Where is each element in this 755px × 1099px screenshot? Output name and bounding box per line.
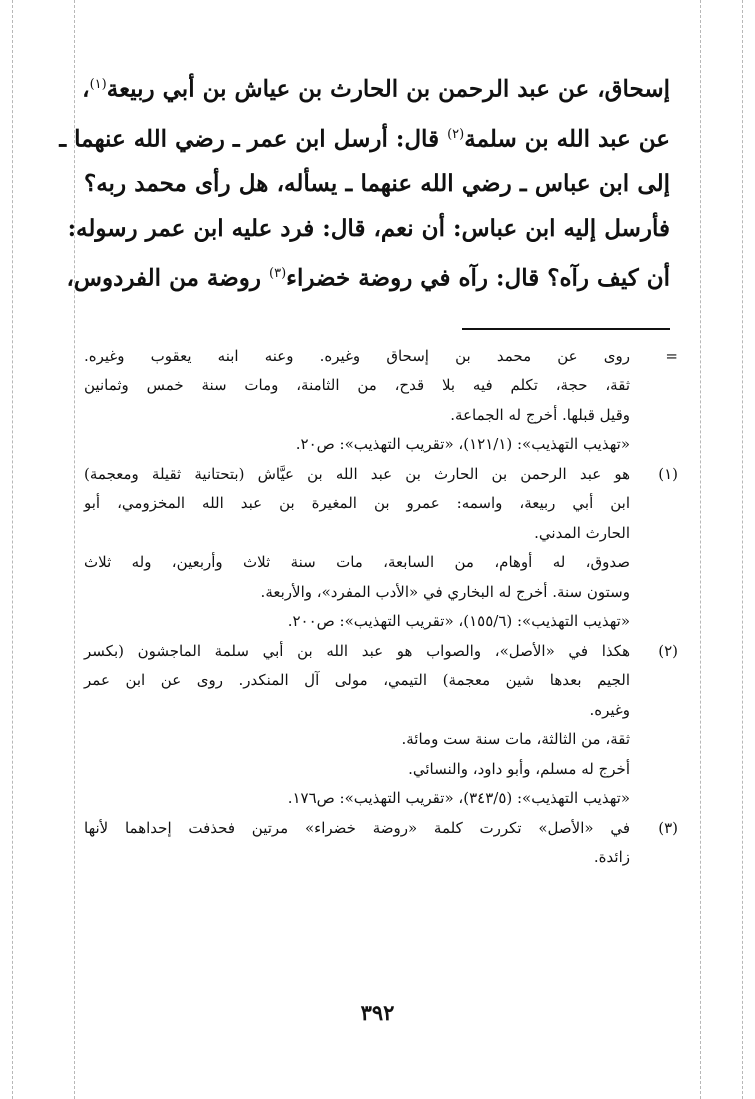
footnote-line: الجيم بعدها شين معجمة) التيمي، مولى آل المنكدر. روى عن ابن عمر xyxy=(84,671,630,690)
footnote-line: ابن أبي ربيعة، واسمه: عمرو بن المغيرة بن عبد الله المخزومي، أبو xyxy=(84,494,630,513)
footnote-line: زائدة. xyxy=(593,848,630,867)
footnote-line: في «الأصل» تكررت كلمة «روضة خضراء» مرتين فحذفت إحداهما لأنها xyxy=(84,818,630,837)
footnote-number: (١) xyxy=(658,464,678,483)
footnotes xyxy=(84,342,678,873)
main-text xyxy=(59,62,670,301)
footnote-line: صدوق، له أوهام، من السابعة، مات سنة ثلاث وأربعين، وله ثلاث xyxy=(84,553,630,572)
margin-guide-right-inner xyxy=(700,0,701,1099)
footnote-line: ثقة، حجة، تكلم فيه بلا قدح، من الثامنة، ومات سنة خمس وثمانين xyxy=(84,376,630,395)
footnote-separator xyxy=(462,328,670,330)
footnote-line: روى عن محمد بن إسحاق وغيره. وعنه ابنه يعقوب وغيره. xyxy=(84,346,630,365)
footnote-2 xyxy=(84,637,678,814)
footnote-line: الحارث المدني. xyxy=(534,523,630,542)
footnote-line: ثقة، من الثالثة، مات سنة ست ومائة. xyxy=(401,730,630,749)
footnote-line: «تهذيب التهذيب»: (٣٤٣/٥)، «تقريب التهذيب»: ص١٧٦. xyxy=(287,789,630,808)
footnote-number: (٢) xyxy=(658,641,678,660)
main-line-4: فأرسل إليه ابن عباس: أن نعم، قال: فرد عليه ابن عمر رسوله: xyxy=(67,215,670,243)
main-line-3: إلى ابن عباس ـ رضي الله عنهما ـ يسأله، هل رأى محمد ربه؟ xyxy=(84,170,670,198)
continuation-marker: = xyxy=(665,346,678,365)
footnote-ref-1[interactable]: (١) xyxy=(89,77,107,92)
footnote-line: هكذا في «الأصل»، والصواب هو عبد الله بن أبي سلمة الماجشون (بكسر xyxy=(84,641,630,660)
footnote-line: وستون سنة. أخرج له البخاري في «الأدب المفرد»، والأربعة. xyxy=(260,582,630,601)
footnote-line: «تهذيب التهذيب»: (١٢١/١)، «تقريب التهذيب»: ص٢٠. xyxy=(295,435,630,454)
footnote-line: «تهذيب التهذيب»: (١٥٥/٦)، «تقريب التهذيب»: ص٢٠٠. xyxy=(287,612,630,631)
footnote-line: أخرج له مسلم، وأبو داود، والنسائي. xyxy=(408,759,630,778)
main-line-1: إسحاق، عن عبد الرحمن بن الحارث بن عياش بن أبي ربيعة$^{(١)}$، xyxy=(82,75,670,103)
main-line-5: أن كيف رآه؟ قال: رآه في روضة خضراء$^{(٣)}$ روضة من الفردوس، xyxy=(66,264,670,292)
footnote-ref-3[interactable]: (٣) xyxy=(269,266,287,282)
footnote-line: وغيره. xyxy=(589,700,630,719)
footnote-1 xyxy=(84,460,678,637)
margin-guide-left-inner xyxy=(74,0,75,1099)
footnote-number: (٣) xyxy=(658,818,678,837)
footnote-ref-2[interactable]: (٢) xyxy=(447,126,465,142)
main-line-2: عن عبد الله بن سلمة$^{(٢)}$ قال: أرسل ابن عمر ـ رضي الله عنهما ـ xyxy=(59,125,670,153)
footnote-line: هو عبد الرحمن بن الحارث بن عبد الله بن عيَّاش (بتحتانية ثقيلة ومعجمة) xyxy=(84,464,630,483)
footnote-continuation xyxy=(84,342,678,460)
footnote-line: وقيل قبلها. أخرج له الجماعة. xyxy=(450,405,630,424)
margin-guide-right-outer xyxy=(742,0,743,1099)
document-page xyxy=(59,62,678,873)
footnote-3 xyxy=(84,814,678,873)
page-number: ٣٩٢ xyxy=(360,1000,395,1025)
margin-guide-left-outer xyxy=(12,0,13,1099)
